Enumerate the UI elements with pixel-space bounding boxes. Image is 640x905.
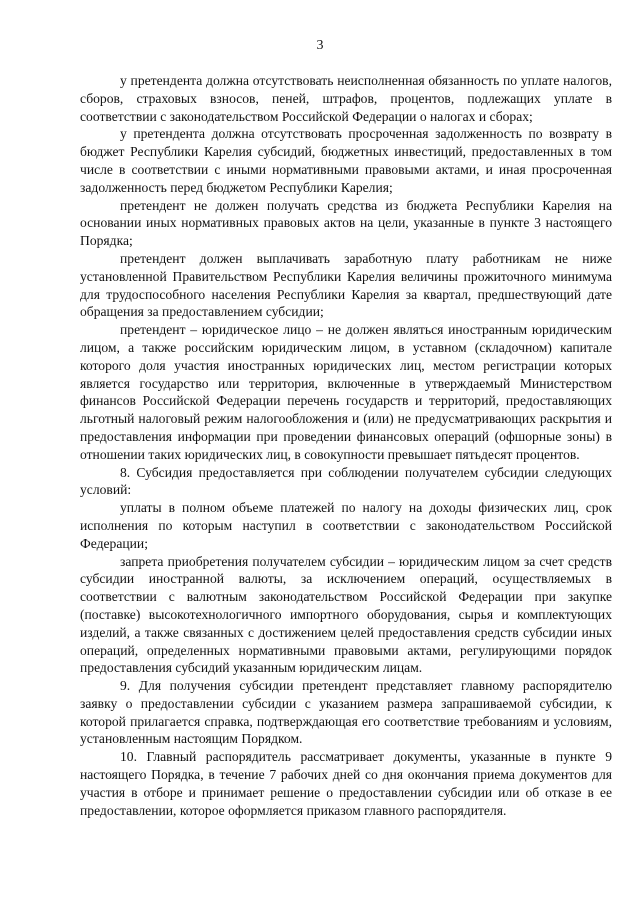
paragraph-tax-arrears: у претендента должна отсутствовать неисполненная обязанность по уплате налогов, сборов, страховых взносов, пеней, штрафов, процентов, подлежащих уплате в соответствии с законодательством Российской Федерации о налогах и сборах; (80, 73, 612, 124)
page-number: 3 (316, 38, 324, 53)
paragraph-currency-ban: запрета приобретения получателем субсидии – юридическим лицом за счет средств субсидии иностранной валюты, за исключением операций, осуществляемых в соответствии с валютным законодательством Российской Федерации при закупке (поставке) высокотехнологичного импортного оборудования, сырья и комплектующих изделий, а также связанных с достижением целей предоставления средств субсидии иных операций, определенных нормативными правовыми актами, регулирующими порядок предоставления субсидий указанным юридическим лицам. (80, 553, 612, 676)
paragraph-budget-debt: у претендента должна отсутствовать просроченная задолженность по возврату в бюджет Республики Карелия субсидий, бюджетных инвестиций, предоставленных в том числе в соответствии с иными нормативными правовыми актами, и иная просроченная задолженность перед бюджетом Республики Карелия; (80, 126, 612, 195)
paragraph-item-8: 8. Субсидия предоставляется при соблюдении получателем субсидии следующих условий: (80, 464, 612, 498)
document-body (80, 72, 612, 819)
paragraph-minimum-wage: претендент должен выплачивать заработную плату работникам не ниже установленной Правительством Республики Карелия величины прожиточного минимума для трудоспособного населения Республики Карелия за квартал, предшествующий дате обращения за предоставлением субсидии; (80, 250, 612, 320)
paragraph-item-9: 9. Для получения субсидии претендент представляет главному распорядителю заявку о предоставлении субсидии с указанием размера запрашиваемой субсидии, к которой прилагается справка, подтверждающая его соответствие требованиям и условиям, установленным настоящим Порядком. (80, 678, 612, 747)
paragraph-item-10: 10. Главный распорядитель рассматривает документы, указанные в пункте 9 настоящего Порядка, в течение 7 рабочих дней со дня окончания приема документов для участия в отборе и принимает решение о предоставлении субсидии или об отказе в ее предоставлении, которое оформляется приказом главного распорядителя. (80, 749, 612, 818)
paragraph-no-other-funds: претендент не должен получать средства из бюджета Республики Карелия на основании иных нормативных правовых актов на цели, указанные в пункте 3 настоящего Порядка; (80, 197, 612, 249)
paragraph-foreign-entity: претендент – юридическое лицо – не должен являться иностранным юридическим лицом, а также российским юридическим лицом, в уставном (складочном) капитале которого доля участия иностранных юридических лиц, местом регистрации которых является государство или территория, включенные в утверждаемый Министерством финансов Российской Федерации перечень государств и территорий, предоставляющих льготный налоговый режим налогообложения и (или) не предусматривающих раскрытия и предоставления информации при проведении финансовых операций (офшорные зоны) в отношении таких юридических лиц, в совокупности превышает пятьдесят процентов. (80, 322, 612, 462)
paragraph-income-tax: уплаты в полном объеме платежей по налогу на доходы физических лиц, срок исполнения по которым наступил в соответствии с законодательством Российской Федерации; (80, 500, 612, 551)
